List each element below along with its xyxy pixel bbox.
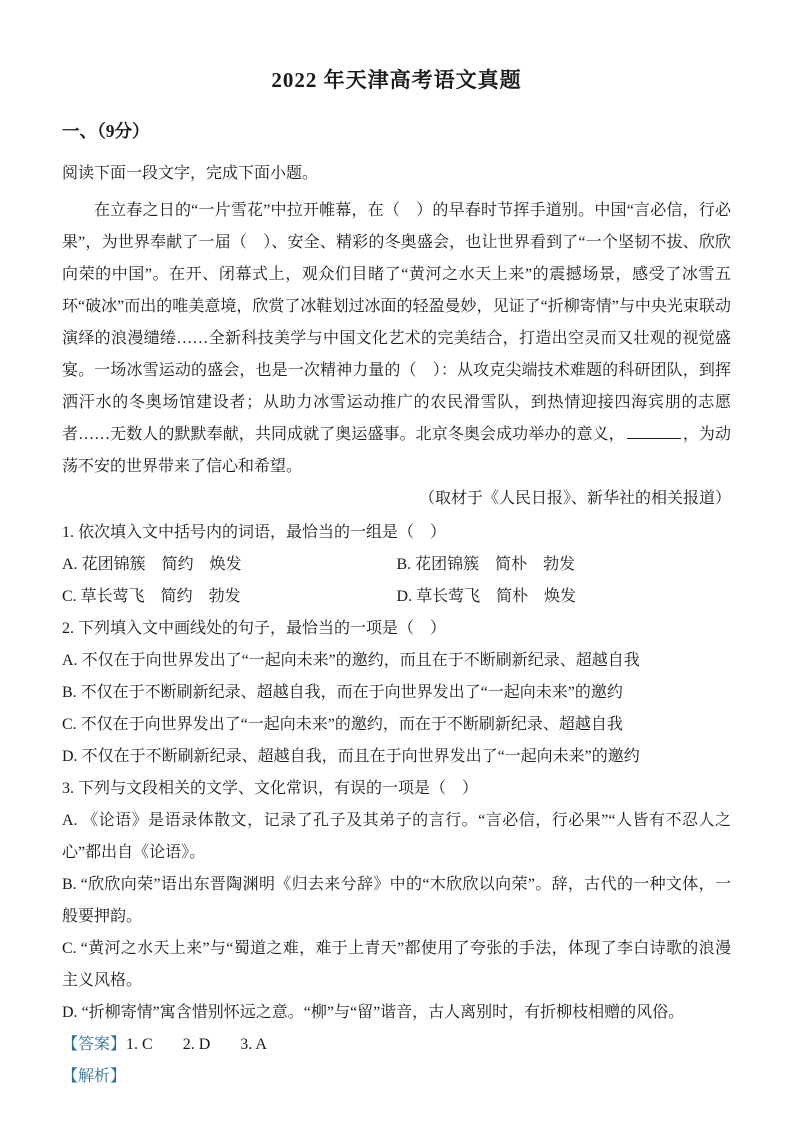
option-label: D. xyxy=(62,748,78,765)
option-label: B. xyxy=(396,556,412,573)
question-2-option-c xyxy=(62,709,731,741)
option-text: 不仅在于向世界发出了“一起向未来”的邀约，而且在于不断刷新纪录、超越自我 xyxy=(81,652,640,669)
answer-q3: 3. A xyxy=(240,1036,267,1053)
question-3-option-d xyxy=(62,997,731,1029)
option-text: 《论语》是语录体散文，记录了孔子及其弟子的言行。“言必信，行必果”“人皆有不忍人之心”都出自《论语》。 xyxy=(62,812,731,861)
question-1-option-c xyxy=(62,581,397,613)
option-label: A. xyxy=(62,812,78,829)
option-text: 不仅在于不断刷新纪录、超越自我，而且在于向世界发出了“一起向未来”的邀约 xyxy=(81,748,640,765)
blank-underline xyxy=(627,424,681,439)
option-label: A. xyxy=(62,556,78,573)
answer-line xyxy=(62,1029,731,1061)
answer-q2: 2. D xyxy=(182,1036,211,1053)
option-label: C. xyxy=(62,940,77,957)
reading-passage xyxy=(62,195,731,483)
question-1-stem: 1. 依次填入文中括号内的词语，最恰当的一组是（ ） xyxy=(62,524,447,541)
answer-label: 【答案】 xyxy=(62,1036,127,1053)
page-title: 2022 年天津高考语文真题 xyxy=(271,68,522,92)
question-3-option-a xyxy=(62,805,731,869)
option-text: 草长莺飞 简约 勃发 xyxy=(80,588,241,605)
option-text: 花团锦簇 简朴 勃发 xyxy=(415,556,576,573)
section-heading: 一、（9分） xyxy=(62,121,150,141)
option-label: A. xyxy=(62,652,78,669)
option-label: C. xyxy=(62,716,77,733)
analysis-label: 【解析】 xyxy=(62,1068,127,1085)
question-2-option-a xyxy=(62,645,731,677)
question-1 xyxy=(62,517,731,613)
option-label: D. xyxy=(62,1004,78,1021)
question-1-option-a xyxy=(62,549,397,581)
option-text: “欣欣向荣”语出东晋陶渊明《归去来兮辞》中的“木欣欣以向荣”。辞，古代的一种文体，一般要押韵。 xyxy=(62,876,731,925)
option-text: 草长莺飞 简朴 焕发 xyxy=(416,588,577,605)
source-attribution: （取材于《人民日报》、新华社的相关报道） xyxy=(418,490,731,507)
intro-instruction: 阅读下面一段文字，完成下面小题。 xyxy=(62,165,319,182)
option-label: B. xyxy=(62,684,77,701)
option-text: “折柳寄情”寓含惜别怀远之意。“柳”与“留”谐音，古人离别时，有折柳枝相赠的风俗。 xyxy=(81,1004,685,1021)
question-3-option-c xyxy=(62,933,731,997)
option-text: 不仅在于不断刷新纪录、超越自我，而在于向世界发出了“一起向未来”的邀约 xyxy=(80,684,623,701)
option-label: D. xyxy=(396,588,413,605)
answer-q1: 1. C xyxy=(126,1036,153,1053)
analysis-line xyxy=(62,1061,731,1093)
question-2 xyxy=(62,613,731,773)
option-text: 不仅在于向世界发出了“一起向未来”的邀约，而在于不断刷新纪录、超越自我 xyxy=(80,716,623,733)
passage-text-before-blank: 在立春之日的“一片雪花”中拉开帷幕，在（ ）的早春时节挥手道别。中国“言必信，行必果”，为世界奉献了一届（ ）、安全、精彩的冬奥盛会，也让世界看到了“一个坚韧不拔、欣欣向荣的中国”。在开、闭幕式上，观众们目睹了“黄河之水天上来”的震撼场景，感受了冰雪五环“破冰”而出的唯美意境，欣赏了冰鞋划过冰面的轻盈曼妙，见证了“折柳寄情”与中央光束联动演绎的浪漫缱绻……全新科技美学与中国文化艺术的完美结合，打造出空灵而又壮观的视觉盛宴。一场冰雪运动的盛会，也是一次精神力量的（ ）：从攻克尖端技术难题的科研团队，到挥洒汗水的冬奥场馆建设者；从助力冰雪运动推广的农民滑雪队，到热情迎接四海宾朋的志愿者……无数人的默默奉献，共同成就了奥运盛事。北京冬奥会成功举办的意义， xyxy=(62,202,731,443)
question-1-options xyxy=(62,549,731,613)
question-1-option-b xyxy=(397,549,732,581)
question-1-option-d xyxy=(397,581,732,613)
option-label: B. xyxy=(62,876,77,893)
question-3-stem: 3. 下列与文段相关的文学、文化常识，有误的一项是（ ） xyxy=(62,780,479,797)
question-2-option-d xyxy=(62,741,731,773)
option-text: 花团锦簇 简约 焕发 xyxy=(81,556,242,573)
option-text: “黄河之水天上来”与“蜀道之难，难于上青天”都使用了夸张的手法，体现了李白诗歌的浪漫主义风格。 xyxy=(62,940,731,989)
question-2-option-b xyxy=(62,677,731,709)
option-label: C. xyxy=(62,588,77,605)
question-3-option-b xyxy=(62,869,731,933)
question-3 xyxy=(62,773,731,1029)
question-2-stem: 2. 下列填入文中画线处的句子，最恰当的一项是（ ） xyxy=(62,620,447,637)
passage-text-after-blank: ，为动荡不安的世界带来了信心和希望。 xyxy=(62,426,731,475)
